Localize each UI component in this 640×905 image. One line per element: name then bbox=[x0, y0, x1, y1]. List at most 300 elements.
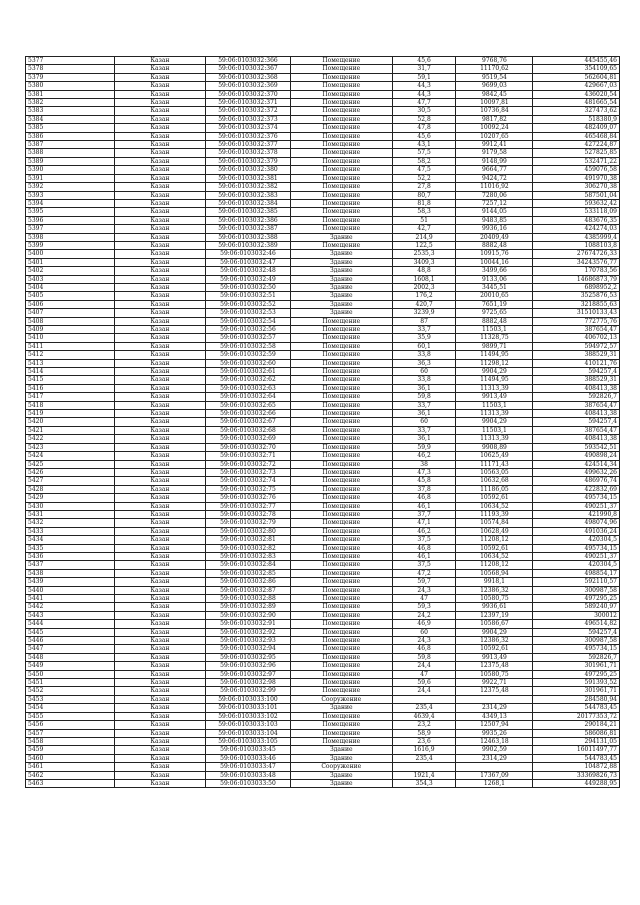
unit-value-cell: 10632,68 bbox=[456, 477, 533, 485]
unit-value-cell: 11313,39 bbox=[456, 410, 533, 418]
object-type-cell: Помещение bbox=[290, 351, 392, 359]
cadastral-number-cell: 59:06:0103032:383 bbox=[206, 191, 290, 199]
object-type-cell: Помещение bbox=[290, 662, 392, 670]
cadastral-number-cell: 59:06:0103032:91 bbox=[206, 620, 290, 628]
cadastral-number-cell: 59:06:0103032:386 bbox=[206, 216, 290, 224]
unit-value-cell: 9664,77 bbox=[456, 166, 533, 174]
object-type-cell: Помещение bbox=[290, 426, 392, 434]
settlement-cell: Казан bbox=[114, 527, 206, 535]
area-cell: 58,9 bbox=[392, 729, 456, 737]
settlement-cell: Казан bbox=[114, 115, 206, 123]
table-row bbox=[26, 107, 620, 115]
area-cell: 33,7 bbox=[392, 326, 456, 334]
object-type-cell: Помещение bbox=[290, 82, 392, 90]
unit-value-cell: 9842,45 bbox=[456, 90, 533, 98]
settlement-cell: Казан bbox=[114, 460, 206, 468]
object-type-cell: Помещение bbox=[290, 90, 392, 98]
settlement-cell: Казан bbox=[114, 317, 206, 325]
table-row bbox=[26, 300, 620, 308]
settlement-cell: Казан bbox=[114, 334, 206, 342]
cadastral-number-cell: 59:06:0103032:94 bbox=[206, 645, 290, 653]
object-type-cell: Помещение bbox=[290, 132, 392, 140]
unit-value-cell: 9922,71 bbox=[456, 679, 533, 687]
cadastral-value-cell: 497295,25 bbox=[533, 670, 620, 678]
area-cell: 47,7 bbox=[392, 99, 456, 107]
cadastral-number-cell: 59:06:0103032:368 bbox=[206, 73, 290, 81]
cadastral-value-cell: 499632,26 bbox=[533, 468, 620, 476]
area-cell: 80,7 bbox=[392, 191, 456, 199]
object-type-cell: Здание bbox=[290, 250, 392, 258]
cadastral-value-cell: 104872,88 bbox=[533, 763, 620, 771]
object-type-cell: Здание bbox=[290, 258, 392, 266]
row-number-cell: 5384 bbox=[26, 115, 115, 123]
table-row bbox=[26, 166, 620, 174]
settlement-cell: Казан bbox=[114, 208, 206, 216]
settlement-cell: Казан bbox=[114, 258, 206, 266]
cadastral-number-cell: 59:06:0103032:77 bbox=[206, 502, 290, 510]
cadastral-number-cell: 59:06:0103032:54 bbox=[206, 317, 290, 325]
object-type-cell: Помещение bbox=[290, 494, 392, 502]
cadastral-number-cell: 59:06:0103033:103 bbox=[206, 721, 290, 729]
object-type-cell: Помещение bbox=[290, 653, 392, 661]
settlement-cell: Казан bbox=[114, 611, 206, 619]
object-type-cell: Помещение bbox=[290, 628, 392, 636]
cadastral-number-cell: 59:06:0103032:372 bbox=[206, 107, 290, 115]
settlement-cell: Казан bbox=[114, 275, 206, 283]
cadastral-value-cell: 497295,25 bbox=[533, 595, 620, 603]
settlement-cell: Казан bbox=[114, 435, 206, 443]
settlement-cell: Казан bbox=[114, 73, 206, 81]
cadastral-value-cell: 408413,38 bbox=[533, 435, 620, 443]
table-row bbox=[26, 595, 620, 603]
settlement-cell: Казан bbox=[114, 670, 206, 678]
area-cell: 47 bbox=[392, 595, 456, 603]
unit-value-cell: 12375,48 bbox=[456, 687, 533, 695]
table-row bbox=[26, 90, 620, 98]
unit-value-cell: 9519,54 bbox=[456, 73, 533, 81]
row-number-cell: 5379 bbox=[26, 73, 115, 81]
row-number-cell: 5450 bbox=[26, 670, 115, 678]
table-row bbox=[26, 115, 620, 123]
cadastral-number-cell: 59:06:0103032:379 bbox=[206, 157, 290, 165]
object-type-cell: Здание bbox=[290, 283, 392, 291]
row-number-cell: 5455 bbox=[26, 712, 115, 720]
area-cell: 30,5 bbox=[392, 107, 456, 115]
area-cell: 87 bbox=[392, 317, 456, 325]
cadastral-value-cell: 533118,09 bbox=[533, 208, 620, 216]
unit-value-cell: 10580,75 bbox=[456, 595, 533, 603]
row-number-cell: 5415 bbox=[26, 376, 115, 384]
unit-value-cell: 9904,29 bbox=[456, 628, 533, 636]
cadastral-number-cell: 59:06:0103032:79 bbox=[206, 519, 290, 527]
settlement-cell: Казан bbox=[114, 443, 206, 451]
table-row bbox=[26, 468, 620, 476]
row-number-cell: 5438 bbox=[26, 569, 115, 577]
settlement-cell: Казан bbox=[114, 90, 206, 98]
row-number-cell: 5377 bbox=[26, 57, 115, 65]
table-row bbox=[26, 275, 620, 283]
settlement-cell: Казан bbox=[114, 494, 206, 502]
table-row bbox=[26, 695, 620, 703]
cadastral-value-cell: 306270,38 bbox=[533, 183, 620, 191]
cadastral-number-cell: 59:06:0103033:100 bbox=[206, 695, 290, 703]
table-row bbox=[26, 561, 620, 569]
area-cell: 1616,9 bbox=[392, 746, 456, 754]
area-cell: 2535,3 bbox=[392, 250, 456, 258]
cadastral-value-cell: 498854,17 bbox=[533, 569, 620, 577]
unit-value-cell: 11503,1 bbox=[456, 401, 533, 409]
area-cell: 420,7 bbox=[392, 300, 456, 308]
area-cell: 3239,9 bbox=[392, 309, 456, 317]
area-cell: 46,2 bbox=[392, 527, 456, 535]
object-type-cell: Помещение bbox=[290, 317, 392, 325]
area-cell: 235,4 bbox=[392, 704, 456, 712]
object-type-cell: Помещение bbox=[290, 603, 392, 611]
row-number-cell: 5407 bbox=[26, 309, 115, 317]
cadastral-number-cell: 59:06:0103032:378 bbox=[206, 149, 290, 157]
cadastral-number-cell: 59:06:0103032:387 bbox=[206, 225, 290, 233]
row-number-cell: 5448 bbox=[26, 653, 115, 661]
object-type-cell: Помещение bbox=[290, 376, 392, 384]
cadastral-number-cell: 59:06:0103032:385 bbox=[206, 208, 290, 216]
settlement-cell: Казан bbox=[114, 359, 206, 367]
area-cell: 42,7 bbox=[392, 225, 456, 233]
table-row bbox=[26, 267, 620, 275]
object-type-cell: Здание bbox=[290, 771, 392, 779]
cadastral-number-cell: 59:06:0103032:93 bbox=[206, 637, 290, 645]
object-type-cell: Помещение bbox=[290, 737, 392, 745]
unit-value-cell: 11313,39 bbox=[456, 384, 533, 392]
object-type-cell: Помещение bbox=[290, 527, 392, 535]
cadastral-value-cell: 591393,52 bbox=[533, 679, 620, 687]
settlement-cell: Казан bbox=[114, 452, 206, 460]
row-number-cell: 5420 bbox=[26, 418, 115, 426]
table-row bbox=[26, 199, 620, 207]
cadastral-value-cell: 6898952,2 bbox=[533, 283, 620, 291]
cadastral-number-cell: 59:06:0103032:388 bbox=[206, 233, 290, 241]
cadastral-value-cell: 420304,5 bbox=[533, 536, 620, 544]
unit-value-cell: 9918,1 bbox=[456, 578, 533, 586]
row-number-cell: 5402 bbox=[26, 267, 115, 275]
area-cell: 31,7 bbox=[392, 65, 456, 73]
cadastral-value-cell: 387654,47 bbox=[533, 401, 620, 409]
settlement-cell: Казан bbox=[114, 241, 206, 249]
table-row bbox=[26, 637, 620, 645]
object-type-cell: Помещение bbox=[290, 183, 392, 191]
area-cell: 33,7 bbox=[392, 426, 456, 434]
table-row bbox=[26, 712, 620, 720]
row-number-cell: 5411 bbox=[26, 342, 115, 350]
table-row bbox=[26, 410, 620, 418]
object-type-cell: Помещение bbox=[290, 452, 392, 460]
settlement-cell: Казан bbox=[114, 309, 206, 317]
area-cell: 46,8 bbox=[392, 544, 456, 552]
table-row bbox=[26, 746, 620, 754]
settlement-cell: Казан bbox=[114, 645, 206, 653]
area-cell: 176,2 bbox=[392, 292, 456, 300]
object-type-cell: Помещение bbox=[290, 73, 392, 81]
cadastral-number-cell: 59:06:0103032:370 bbox=[206, 90, 290, 98]
unit-value-cell: 9133,06 bbox=[456, 275, 533, 283]
settlement-cell: Казан bbox=[114, 637, 206, 645]
settlement-cell: Казан bbox=[114, 653, 206, 661]
cadastral-value-cell: 427224,87 bbox=[533, 141, 620, 149]
row-number-cell: 5405 bbox=[26, 292, 115, 300]
cadastral-number-cell: 59:06:0103032:67 bbox=[206, 418, 290, 426]
settlement-cell: Казан bbox=[114, 132, 206, 140]
unit-value-cell: 11328,75 bbox=[456, 334, 533, 342]
object-type-cell: Здание bbox=[290, 267, 392, 275]
cadastral-value-cell: 491036,24 bbox=[533, 527, 620, 535]
row-number-cell: 5422 bbox=[26, 435, 115, 443]
cadastral-value-cell: 593542,51 bbox=[533, 443, 620, 451]
cadastral-value-cell: 544783,45 bbox=[533, 704, 620, 712]
table-row bbox=[26, 384, 620, 392]
unit-value-cell: 11313,39 bbox=[456, 435, 533, 443]
settlement-cell: Казан bbox=[114, 754, 206, 762]
cadastral-value-cell: 408413,38 bbox=[533, 384, 620, 392]
settlement-cell: Казан bbox=[114, 250, 206, 258]
unit-value-cell: 7257,12 bbox=[456, 199, 533, 207]
unit-value-cell: 2314,29 bbox=[456, 704, 533, 712]
unit-value-cell: 10580,75 bbox=[456, 670, 533, 678]
unit-value-cell: 9902,59 bbox=[456, 746, 533, 754]
cadastral-value-cell: 594257,4 bbox=[533, 628, 620, 636]
unit-value-cell: 10563,05 bbox=[456, 468, 533, 476]
object-type-cell: Помещение bbox=[290, 208, 392, 216]
settlement-cell: Казан bbox=[114, 510, 206, 518]
object-type-cell: Здание bbox=[290, 275, 392, 283]
unit-value-cell: 11208,12 bbox=[456, 536, 533, 544]
object-type-cell: Помещение bbox=[290, 460, 392, 468]
cadastral-value-cell: 496514,82 bbox=[533, 620, 620, 628]
table-row bbox=[26, 754, 620, 762]
cadastral-number-cell: 59:06:0103032:96 bbox=[206, 662, 290, 670]
area-cell: 2002,3 bbox=[392, 283, 456, 291]
row-number-cell: 5419 bbox=[26, 410, 115, 418]
row-number-cell: 5454 bbox=[26, 704, 115, 712]
row-number-cell: 5431 bbox=[26, 510, 115, 518]
table-row bbox=[26, 653, 620, 661]
area-cell: 52,2 bbox=[392, 174, 456, 182]
object-type-cell: Помещение bbox=[290, 595, 392, 603]
area-cell: 47,2 bbox=[392, 569, 456, 577]
row-number-cell: 5414 bbox=[26, 368, 115, 376]
area-cell: 33,8 bbox=[392, 351, 456, 359]
table-row bbox=[26, 763, 620, 771]
area-cell: 44,3 bbox=[392, 82, 456, 90]
object-type-cell: Помещение bbox=[290, 241, 392, 249]
table-row bbox=[26, 225, 620, 233]
row-number-cell: 5412 bbox=[26, 351, 115, 359]
row-number-cell: 5393 bbox=[26, 191, 115, 199]
object-type-cell: Здание bbox=[290, 704, 392, 712]
table-row bbox=[26, 502, 620, 510]
object-type-cell: Помещение bbox=[290, 468, 392, 476]
table-row bbox=[26, 485, 620, 493]
cadastral-number-cell: 59:06:0103032:65 bbox=[206, 401, 290, 409]
row-number-cell: 5432 bbox=[26, 519, 115, 527]
cadastral-value-cell: 587501,04 bbox=[533, 191, 620, 199]
cadastral-number-cell: 59:06:0103032:61 bbox=[206, 368, 290, 376]
table-row bbox=[26, 191, 620, 199]
object-type-cell: Здание bbox=[290, 309, 392, 317]
cadastral-number-cell: 59:06:0103032:97 bbox=[206, 670, 290, 678]
row-number-cell: 5428 bbox=[26, 485, 115, 493]
settlement-cell: Казан bbox=[114, 124, 206, 132]
object-type-cell: Сооружение bbox=[290, 695, 392, 703]
settlement-cell: Казан bbox=[114, 82, 206, 90]
cadastral-number-cell: 59:06:0103033:104 bbox=[206, 729, 290, 737]
area-cell: 36,1 bbox=[392, 435, 456, 443]
settlement-cell: Казан bbox=[114, 628, 206, 636]
area-cell: 1608,1 bbox=[392, 275, 456, 283]
row-number-cell: 5436 bbox=[26, 552, 115, 560]
unit-value-cell: 12386,32 bbox=[456, 637, 533, 645]
object-type-cell: Помещение bbox=[290, 149, 392, 157]
cadastral-number-cell: 59:06:0103033:45 bbox=[206, 746, 290, 754]
cadastral-number-cell: 59:06:0103032:369 bbox=[206, 82, 290, 90]
cadastral-number-cell: 59:06:0103032:87 bbox=[206, 586, 290, 594]
table-row bbox=[26, 737, 620, 745]
unit-value-cell: 20010,65 bbox=[456, 292, 533, 300]
row-number-cell: 5416 bbox=[26, 384, 115, 392]
object-type-cell: Помещение bbox=[290, 670, 392, 678]
cadastral-number-cell: 59:06:0103032:49 bbox=[206, 275, 290, 283]
settlement-cell: Казан bbox=[114, 502, 206, 510]
unit-value-cell: 4349,13 bbox=[456, 712, 533, 720]
row-number-cell: 5387 bbox=[26, 141, 115, 149]
cadastral-number-cell: 59:06:0103032:48 bbox=[206, 267, 290, 275]
row-number-cell: 5439 bbox=[26, 578, 115, 586]
cadastral-value-cell: 422832,69 bbox=[533, 485, 620, 493]
unit-value-cell: 9899,71 bbox=[456, 342, 533, 350]
object-type-cell: Здание bbox=[290, 292, 392, 300]
unit-value-cell: 11494,95 bbox=[456, 351, 533, 359]
cadastral-value-cell: 518380,9 bbox=[533, 115, 620, 123]
cadastral-value-cell: 14686873,79 bbox=[533, 275, 620, 283]
cadastral-number-cell: 59:06:0103032:47 bbox=[206, 258, 290, 266]
unit-value-cell: 9144,05 bbox=[456, 208, 533, 216]
cadastral-number-cell: 59:06:0103033:46 bbox=[206, 754, 290, 762]
cadastral-number-cell: 59:06:0103032:71 bbox=[206, 452, 290, 460]
row-number-cell: 5408 bbox=[26, 317, 115, 325]
cadastral-number-cell: 59:06:0103032:95 bbox=[206, 653, 290, 661]
table-row bbox=[26, 326, 620, 334]
area-cell: 24,4 bbox=[392, 662, 456, 670]
object-type-cell: Помещение bbox=[290, 65, 392, 73]
cadastral-value-cell: 594257,4 bbox=[533, 418, 620, 426]
object-type-cell: Помещение bbox=[290, 435, 392, 443]
area-cell: 51 bbox=[392, 216, 456, 224]
row-number-cell: 5423 bbox=[26, 443, 115, 451]
cadastral-number-cell: 59:06:0103032:72 bbox=[206, 460, 290, 468]
area-cell: 59,1 bbox=[392, 73, 456, 81]
cadastral-value-cell: 300987,58 bbox=[533, 637, 620, 645]
cadastral-number-cell: 59:06:0103032:367 bbox=[206, 65, 290, 73]
settlement-cell: Казан bbox=[114, 376, 206, 384]
cadastral-value-cell: 482409,07 bbox=[533, 124, 620, 132]
object-type-cell: Помещение bbox=[290, 166, 392, 174]
row-number-cell: 5410 bbox=[26, 334, 115, 342]
cadastral-number-cell: 59:06:0103032:92 bbox=[206, 628, 290, 636]
cadastral-number-cell: 59:06:0103032:98 bbox=[206, 679, 290, 687]
settlement-cell: Казан bbox=[114, 174, 206, 182]
cadastral-value-cell: 429667,03 bbox=[533, 82, 620, 90]
unit-value-cell: 9936,16 bbox=[456, 225, 533, 233]
cadastral-number-cell: 59:06:0103032:53 bbox=[206, 309, 290, 317]
cadastral-number-cell: 59:06:0103032:371 bbox=[206, 99, 290, 107]
area-cell: 37,7 bbox=[392, 510, 456, 518]
unit-value-cell: 8882,48 bbox=[456, 317, 533, 325]
area-cell: 46,9 bbox=[392, 620, 456, 628]
cadastral-value-cell: 294131,05 bbox=[533, 737, 620, 745]
area-cell: 24,4 bbox=[392, 687, 456, 695]
area-cell: 44,3 bbox=[392, 90, 456, 98]
table-row bbox=[26, 510, 620, 518]
row-number-cell: 5403 bbox=[26, 275, 115, 283]
unit-value-cell: 10568,94 bbox=[456, 569, 533, 577]
row-number-cell: 5426 bbox=[26, 468, 115, 476]
cadastral-number-cell: 59:06:0103032:73 bbox=[206, 468, 290, 476]
cadastral-number-cell: 59:06:0103032:80 bbox=[206, 527, 290, 535]
settlement-cell: Казан bbox=[114, 384, 206, 392]
table-row bbox=[26, 662, 620, 670]
table-row bbox=[26, 368, 620, 376]
row-number-cell: 5458 bbox=[26, 737, 115, 745]
table-row bbox=[26, 359, 620, 367]
cadastral-value-cell: 495734,15 bbox=[533, 494, 620, 502]
unit-value-cell: 12386,32 bbox=[456, 586, 533, 594]
row-number-cell: 5451 bbox=[26, 679, 115, 687]
cadastral-number-cell: 59:06:0103033:48 bbox=[206, 771, 290, 779]
unit-value-cell: 9148,99 bbox=[456, 157, 533, 165]
cadastral-value-cell: 27674726,33 bbox=[533, 250, 620, 258]
cadastral-value-cell: 410121,76 bbox=[533, 359, 620, 367]
settlement-cell: Казан bbox=[114, 679, 206, 687]
settlement-cell: Казан bbox=[114, 368, 206, 376]
cadastral-number-cell: 59:06:0103033:102 bbox=[206, 712, 290, 720]
unit-value-cell: 10574,84 bbox=[456, 519, 533, 527]
area-cell: 45,6 bbox=[392, 132, 456, 140]
table-row bbox=[26, 65, 620, 73]
settlement-cell: Казан bbox=[114, 779, 206, 787]
area-cell: 24,3 bbox=[392, 637, 456, 645]
settlement-cell: Казан bbox=[114, 536, 206, 544]
row-number-cell: 5382 bbox=[26, 99, 115, 107]
settlement-cell: Казан bbox=[114, 267, 206, 275]
unit-value-cell: 11503,1 bbox=[456, 326, 533, 334]
unit-value-cell: 2314,29 bbox=[456, 754, 533, 762]
area-cell: 27,8 bbox=[392, 183, 456, 191]
object-type-cell: Помещение bbox=[290, 359, 392, 367]
table-row bbox=[26, 670, 620, 678]
settlement-cell: Казан bbox=[114, 233, 206, 241]
cadastral-number-cell: 59:06:0103032:57 bbox=[206, 334, 290, 342]
unit-value-cell: 10592,61 bbox=[456, 544, 533, 552]
row-number-cell: 5398 bbox=[26, 233, 115, 241]
cadastral-number-cell: 59:06:0103032:90 bbox=[206, 611, 290, 619]
row-number-cell: 5446 bbox=[26, 637, 115, 645]
cadastral-value-cell: 490251,37 bbox=[533, 552, 620, 560]
unit-value-cell: 10092,24 bbox=[456, 124, 533, 132]
row-number-cell: 5409 bbox=[26, 326, 115, 334]
area-cell: 36,3 bbox=[392, 359, 456, 367]
cadastral-value-cell: 592826,7 bbox=[533, 653, 620, 661]
table-row bbox=[26, 208, 620, 216]
area-cell: 24,3 bbox=[392, 586, 456, 594]
row-number-cell: 5391 bbox=[26, 174, 115, 182]
